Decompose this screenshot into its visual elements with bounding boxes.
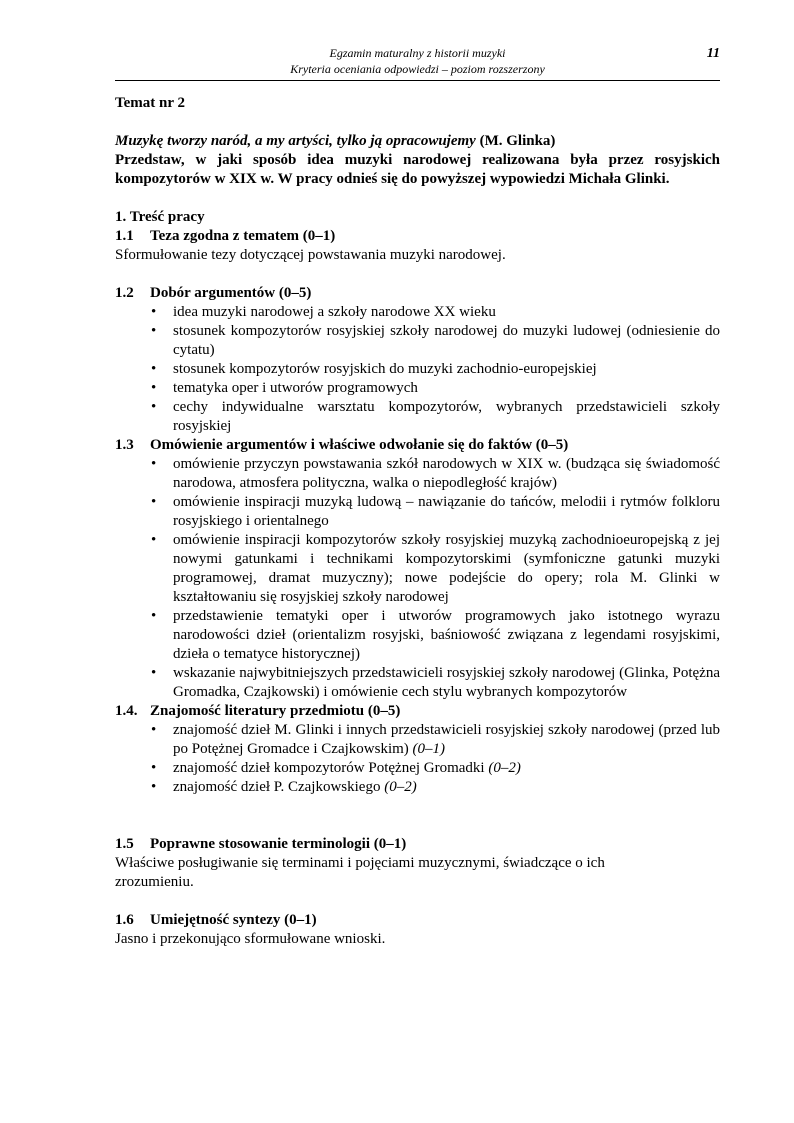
section-1-4-list bbox=[115, 721, 720, 797]
page-header bbox=[115, 46, 720, 81]
section-1-2-list bbox=[115, 303, 720, 436]
document-body bbox=[115, 94, 720, 949]
section-title: Umiejętność syntezy (0–1) bbox=[150, 912, 317, 928]
section-title: Teza zgodna z tematem (0–1) bbox=[150, 228, 336, 244]
topic-label: Temat nr 2 bbox=[115, 95, 186, 111]
list-item: • omówienie inspiracji kompozytorów szkoły rosyjskiej muzyką zachodnioeuropejską z jej nowymi gatunkami i technikami kompozytorskimi (symfoniczne gatunki muzyki programowej, dramat muzyczny); nowe podejście do opery; rola M. Glinki w kształtowaniu się rosyjskiej szkoły narodowej bbox=[173, 531, 720, 607]
section-number: 1.2 bbox=[115, 285, 134, 301]
header-subtitle: Kryteria oceniania odpowiedzi – poziom rozszerzony bbox=[290, 61, 545, 76]
list-item: • wskazanie najwybitniejszych przedstawicieli rosyjskiej szkoły narodowej (Glinka, Potężna Gromadka, Czajkowski) i omówienie cech stylu wybranych kompozytorów bbox=[173, 664, 720, 702]
section-title: 1. Treść pracy bbox=[115, 209, 205, 225]
section-1-2-heading bbox=[115, 284, 720, 303]
section-1-6-text: Jasno i przekonująco sformułowane wnioski. bbox=[115, 931, 386, 947]
section-title: Poprawne stosowanie terminologii (0–1) bbox=[150, 836, 407, 852]
section-number: 1.6 bbox=[115, 912, 134, 928]
section-title: Znajomość literatury przedmiotu (0–5) bbox=[150, 703, 401, 719]
list-item bbox=[173, 778, 720, 797]
section-number: 1.4. bbox=[115, 703, 138, 719]
section-title: Dobór argumentów (0–5) bbox=[150, 285, 312, 301]
list-item: • omówienie przyczyn powstawania szkół narodowych w XIX w. (budząca się świadomość narodowa, atmosfera polityczna, walka o niepodległość krajów) bbox=[173, 455, 720, 493]
score-range: (0–2) bbox=[488, 760, 521, 776]
list-item bbox=[173, 759, 720, 778]
list-item: • omówienie inspiracji muzyką ludową – nawiązanie do tańców, melodii i rytmów folkloru rosyjskiego i orientalnego bbox=[173, 493, 720, 531]
list-item-text: znajomość dzieł M. Glinki i innych przedstawicieli rosyjskiej szkoły narodowej (przed lub po Potężnej Gromadce i Czajkowskim) bbox=[173, 722, 720, 757]
list-item: • idea muzyki narodowej a szkoły narodowe XX wieku bbox=[173, 303, 720, 322]
score-range: (0–2) bbox=[384, 779, 417, 795]
section-1-3-list bbox=[115, 455, 720, 702]
list-item-text: znajomość dzieł kompozytorów Potężnej Gromadki bbox=[173, 760, 489, 776]
topic-instruction: Przedstaw, w jaki sposób idea muzyki narodowej realizowana była przez rosyjskich kompozytorów w XIX w. W pracy odnieś się do powyższej wypowiedzi Michała Glinki. bbox=[115, 152, 720, 187]
section-title: Omówienie argumentów i właściwe odwołanie się do faktów (0–5) bbox=[150, 437, 569, 453]
topic-author: (M. Glinka) bbox=[475, 133, 556, 149]
score-range: (0–1) bbox=[412, 741, 446, 757]
list-item: • cechy indywidualne warsztatu kompozytorów, wybranych przedstawicieli szkoły rosyjskiej bbox=[173, 398, 720, 436]
list-item: • stosunek kompozytorów rosyjskich do muzyki zachodnio-europejskiej bbox=[173, 360, 720, 379]
section-1-6-heading bbox=[115, 911, 720, 930]
section-1-5-heading bbox=[115, 835, 720, 854]
section-number: 1.1 bbox=[115, 228, 134, 244]
section-1-5-text: Właściwe posługiwanie się terminami i pojęciami muzycznymi, świadczące o ich zrozumieniu. bbox=[115, 855, 605, 890]
list-item: • tematyka oper i utworów programowych bbox=[173, 379, 720, 398]
topic-quote: Muzykę tworzy naród, a my artyści, tylko ją opracowujemy bbox=[115, 133, 476, 149]
list-item: • przedstawienie tematyki oper i utworów programowych jako istotnego wyrazu narodowości dzieł (orientalizm rosyjski, baśniowość związana z legendami rosyjskimi, dzieła o tematyce historycznej) bbox=[173, 607, 720, 664]
list-item-text: znajomość dzieł P. Czajkowskiego bbox=[173, 779, 385, 795]
page-number: 11 bbox=[706, 46, 720, 61]
section-1-1-text: Sformułowanie tezy dotyczącej powstawania muzyki narodowej. bbox=[115, 247, 506, 263]
section-number: 1.3 bbox=[115, 437, 134, 453]
section-1-3-heading bbox=[115, 436, 720, 455]
section-number: 1.5 bbox=[115, 836, 134, 852]
topic-quote-line bbox=[115, 132, 720, 151]
section-1-4-heading bbox=[115, 702, 720, 721]
header-title: Egzamin maturalny z historii muzyki bbox=[329, 46, 506, 60]
list-item: • stosunek kompozytorów rosyjskiej szkoły narodowej do muzyki ludowej (odniesienie do cytatu) bbox=[173, 322, 720, 360]
section-1-1-heading bbox=[115, 227, 720, 246]
list-item bbox=[173, 721, 720, 759]
